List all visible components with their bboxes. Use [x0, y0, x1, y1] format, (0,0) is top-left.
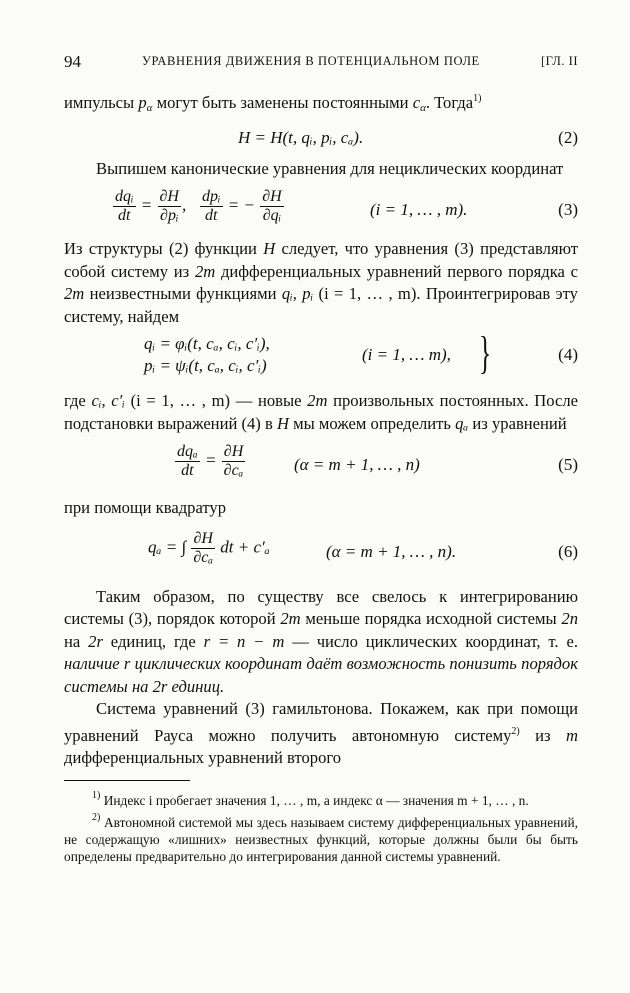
footnote-ref-1: 1)	[473, 93, 482, 104]
paragraph-7: Система уравнений (3) гамильтонова. Покажем, как при помощи уравнений Рауса можно получить автономную систему$^{2)}$ из m дифференциальных уравнений второго	[64, 699, 578, 767]
paragraph-6: Таким образом, по существу все свелось к интегрированию системы (3), порядок которой 2m меньше порядка исходной системы 2n на 2r единиц, где r = n − m — число циклических координат, т. е. наличие r циклических координат даёт возможность понизить порядок системы на 2r единиц.	[64, 586, 579, 696]
footnote-divider	[64, 780, 190, 781]
equation-3: $\frac{\text{dqᵢ}}{dt}$ = $\frac{\partial H}{\text{∂pᵢ}}$ , $\frac{\text{dpᵢ}}{dt}$ = − $\frac{\partial H}{\text{∂qᵢ}}$ (i = 1, … , m). (3)	[115, 188, 578, 224]
page-number: 94	[64, 52, 81, 71]
equation-2-label: (2)	[558, 127, 578, 147]
footnote-1: $^{1)}$ Индекс i пробегает значения 1, … , m, а индекс α — значения m + 1, … , n.	[92, 789, 529, 808]
running-header	[64, 52, 578, 78]
footnote-2: $^{2)}$ Автономной системой мы здесь называем систему дифференциальных уравнений, не содержащую «лишних» неизвестных функций, которые должны были бы быть определены предварительно до интегрирования данной системы уравнений.	[64, 811, 578, 865]
equation-3-label: (3)	[558, 200, 578, 219]
equation-2: H = H(t, qᵢ, pᵢ, cₐ). (2)	[238, 127, 578, 147]
paragraph-1: импульсы $p_\alpha$ могут быть заменены постоянными $c_\alpha$. Тогда$^{1)}$	[64, 93, 482, 114]
equation-4-brace: }	[478, 327, 492, 378]
equation-5-label: (5)	[558, 455, 578, 474]
running-title: УРАВНЕНИЯ ДВИЖЕНИЯ В ПОТЕНЦИАЛЬНОМ ПОЛЕ	[142, 54, 480, 68]
paragraph-4: где cᵢ, c′ᵢ (i = 1, … , m) — новые 2m произвольных постоянных. После подстановки выражений (4) в H мы можем определить qₐ из уравнений	[64, 391, 579, 433]
italic-conclusion: наличие r циклических координат даёт возможность понизить порядок системы на 2r единиц.	[64, 654, 578, 696]
chapter-marker: [ГЛ. II	[540, 54, 578, 68]
equation-6-label: (6)	[558, 541, 578, 561]
book-page	[64, 52, 578, 865]
equation-4-label: (4)	[558, 345, 578, 364]
footnote-ref-2: 2)	[511, 725, 520, 737]
paragraph-3: Из структуры (2) функции H следует, что уравнения (3) представляют собой систему из 2m дифференциальных уравнений первого порядка с 2m неизвестными функциями qᵢ, pᵢ (i = 1, … , m). Проинтегрировав эту систему, найдем	[64, 239, 579, 326]
equation-4: qᵢ = φᵢ(t, cₐ, cᵢ, c′ᵢ), pᵢ = ψᵢ(t, cₐ, cᵢ, c′ᵢ) (i = 1, … m), } (4)	[144, 327, 578, 378]
equation-6: qₐ = ∫ $\frac{\partial H}{\text{∂cₐ}}$ dt + c′ₐ (α = m + 1, … , n). (6)	[148, 529, 578, 566]
equation-5: $\frac{\text{dqₐ}}{dt}$ = $\frac{\partial H}{\text{∂cₐ}}$ (α = m + 1, … , n) (5)	[177, 443, 578, 479]
paragraph-2: Выпишем канонические уравнения для нециклических координат	[96, 158, 564, 178]
paragraph-5: при помощи квадратур	[64, 498, 227, 517]
